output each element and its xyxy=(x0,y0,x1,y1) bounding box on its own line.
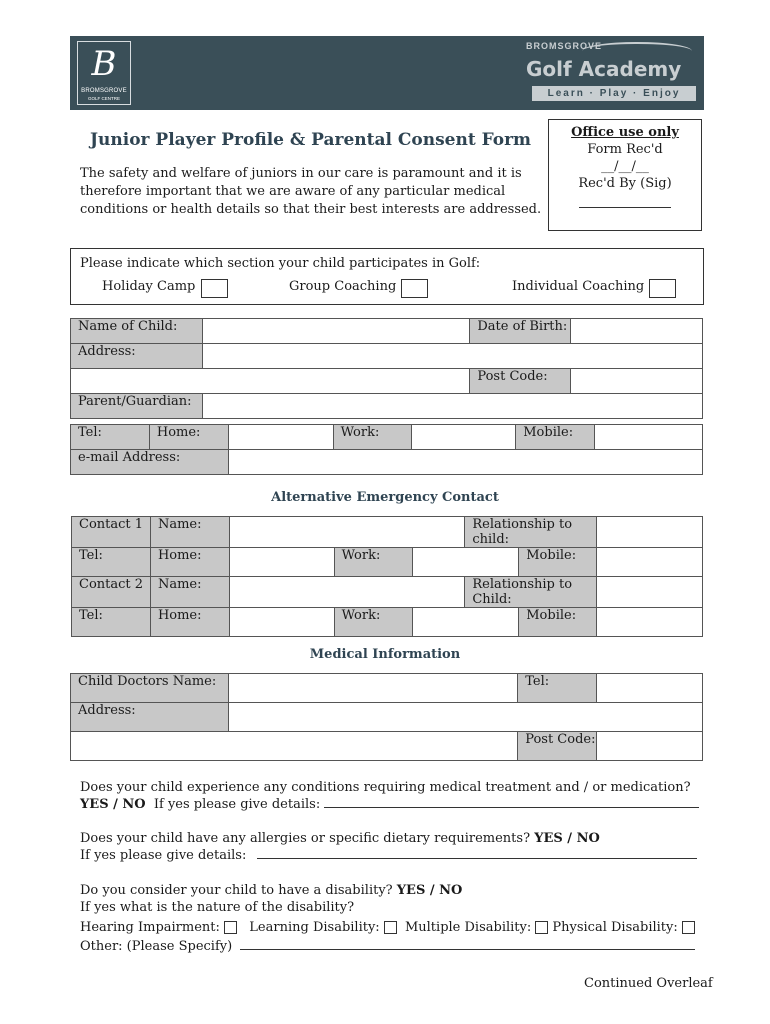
contact2-work-label: Work: xyxy=(334,608,413,637)
contact2-relationship-field[interactable] xyxy=(597,577,703,608)
brand-name: Golf Academy xyxy=(526,57,682,81)
child-name-field[interactable] xyxy=(202,319,469,344)
doctor-address-label: Address: xyxy=(71,703,229,732)
mobile-label: Mobile: xyxy=(516,425,595,450)
mobile-field[interactable] xyxy=(595,425,703,450)
question-3-yesno[interactable]: YES / NO xyxy=(396,883,463,898)
address-label: Address: xyxy=(71,344,203,369)
question-3-row xyxy=(80,882,462,899)
doctor-address-line-2-field[interactable] xyxy=(71,732,518,761)
header-banner xyxy=(70,36,704,110)
physical-disability-checkbox[interactable] xyxy=(682,921,695,934)
contact2-relationship-label: Relationship to Child: xyxy=(465,577,597,608)
other-field[interactable] xyxy=(240,949,695,950)
address-line-2-field[interactable] xyxy=(71,369,470,394)
contact1-mobile-field[interactable] xyxy=(597,548,703,577)
group-coaching-checkbox[interactable] xyxy=(401,279,428,298)
doctor-name-label: Child Doctors Name: xyxy=(71,674,229,703)
contact2-home-label: Home: xyxy=(150,608,229,637)
contact1-work-field[interactable] xyxy=(413,548,519,577)
dob-label: Date of Birth: xyxy=(470,319,571,344)
holiday-camp-checkbox[interactable] xyxy=(201,279,228,298)
emergency-table xyxy=(71,516,703,637)
form-recd-label: Form Rec'd xyxy=(587,142,663,157)
question-1: Does your child experience any conditions requiring medical treatment and / or medication? xyxy=(80,780,691,795)
contact1-home-label: Home: xyxy=(150,548,229,577)
contact1-home-field[interactable] xyxy=(229,548,334,577)
contact1-label: Contact 1 xyxy=(72,517,151,548)
contact1-relationship-field[interactable] xyxy=(597,517,703,548)
contact2-name-label: Name: xyxy=(150,577,229,608)
email-field[interactable] xyxy=(228,450,702,475)
doctor-postcode-field[interactable] xyxy=(597,732,703,761)
hearing-impairment-checkbox[interactable] xyxy=(224,921,237,934)
email-label: e-mail Address: xyxy=(71,450,229,475)
doctor-address-field[interactable] xyxy=(228,703,702,732)
intro-text: The safety and welfare of juniors in our care is paramount and it is therefore important that we are aware of any particular medical conditions or health details so that their best interests are addressed. xyxy=(80,166,542,217)
office-heading: Office use only xyxy=(571,125,679,140)
hearing-impairment-label: Hearing Impairment: xyxy=(80,920,220,935)
home-field[interactable] xyxy=(228,425,333,450)
contact1-tel-label: Tel: xyxy=(72,548,151,577)
question-3-nature: If yes what is the nature of the disability? xyxy=(80,900,355,915)
contact2-tel-label: Tel: xyxy=(72,608,151,637)
parent-field[interactable] xyxy=(202,394,702,419)
other-row xyxy=(80,938,695,955)
emergency-heading: Alternative Emergency Contact xyxy=(271,490,499,505)
date-line: __/__/__ xyxy=(601,159,649,174)
question-2-yesno[interactable]: YES / NO xyxy=(534,831,600,846)
question-2: Does your child have any allergies or specific dietary requirements? xyxy=(80,831,531,846)
office-use-box xyxy=(548,119,702,231)
dob-field[interactable] xyxy=(571,319,703,344)
doctor-tel-label: Tel: xyxy=(518,674,597,703)
question-1-details-label: If yes please give details: xyxy=(153,797,321,812)
individual-coaching-checkbox[interactable] xyxy=(649,279,676,298)
option-holiday-camp-label: Holiday Camp xyxy=(102,279,196,294)
disability-options xyxy=(80,919,695,936)
contact2-work-field[interactable] xyxy=(413,608,519,637)
other-label: Other: (Please Specify) xyxy=(80,939,233,954)
logo-text-2: GOLF CENTRE xyxy=(87,96,120,101)
contact1-relationship-label: Relationship to child: xyxy=(465,517,597,548)
work-label: Work: xyxy=(333,425,412,450)
medical-table xyxy=(70,673,703,761)
child-details-table xyxy=(70,318,703,419)
section-prompt: Please indicate which section your child participates in Golf: xyxy=(80,256,481,271)
contact2-mobile-field[interactable] xyxy=(597,608,703,637)
contact1-mobile-label: Mobile: xyxy=(519,548,597,577)
continued-overleaf: Continued Overleaf xyxy=(584,976,713,991)
learning-disability-checkbox[interactable] xyxy=(384,921,397,934)
physical-disability-label: Physical Disability: xyxy=(552,920,678,935)
child-contact-table xyxy=(70,424,703,475)
contact2-label: Contact 2 xyxy=(72,577,151,608)
contact1-name-field[interactable] xyxy=(229,517,464,548)
question-1-yesno[interactable]: YES / NO xyxy=(80,797,146,812)
work-field[interactable] xyxy=(412,425,516,450)
parent-label: Parent/Guardian: xyxy=(71,394,203,419)
question-3: Do you consider your child to have a disability? xyxy=(80,883,393,898)
doctor-name-field[interactable] xyxy=(228,674,517,703)
brand-tagline: Learn · Play · Enjoy xyxy=(532,86,696,101)
contact2-mobile-label: Mobile: xyxy=(519,608,597,637)
question-2-details-field[interactable] xyxy=(257,858,697,859)
contact2-home-field[interactable] xyxy=(229,608,334,637)
option-group-coaching-label: Group Coaching xyxy=(289,279,397,294)
child-name-label: Name of Child: xyxy=(71,319,203,344)
multiple-disability-label: Multiple Disability: xyxy=(404,920,532,935)
postcode-field[interactable] xyxy=(571,369,703,394)
brand-small: BROMSGROVE xyxy=(526,41,603,51)
question-2-details-row xyxy=(80,847,697,864)
doctor-tel-field[interactable] xyxy=(597,674,703,703)
logo xyxy=(77,41,131,105)
doctor-postcode-label: Post Code: xyxy=(518,732,597,761)
contact1-work-label: Work: xyxy=(334,548,413,577)
postcode-label: Post Code: xyxy=(470,369,571,394)
option-individual-coaching-label: Individual Coaching xyxy=(512,279,645,294)
signature-line xyxy=(579,206,671,208)
medical-heading: Medical Information xyxy=(309,647,461,662)
learning-disability-label: Learning Disability: xyxy=(249,920,380,935)
question-1-answer-row xyxy=(80,796,699,813)
page-title: Junior Player Profile & Parental Consent Form xyxy=(90,130,532,150)
question-1-details-field[interactable] xyxy=(324,807,699,808)
multiple-disability-checkbox[interactable] xyxy=(535,921,548,934)
home-label: Home: xyxy=(149,425,228,450)
contact2-name-field[interactable] xyxy=(229,577,464,608)
contact1-name-label: Name: xyxy=(150,517,229,548)
logo-letter: B xyxy=(91,44,117,84)
question-2-row xyxy=(80,830,600,847)
section-box xyxy=(70,248,704,305)
logo-text-1: BROMSGROVE xyxy=(81,88,127,94)
question-2-details-label: If yes please give details: xyxy=(80,848,247,863)
address-field[interactable] xyxy=(202,344,702,369)
recd-by-label: Rec'd By (Sig) xyxy=(578,176,672,191)
tel-label: Tel: xyxy=(71,425,150,450)
